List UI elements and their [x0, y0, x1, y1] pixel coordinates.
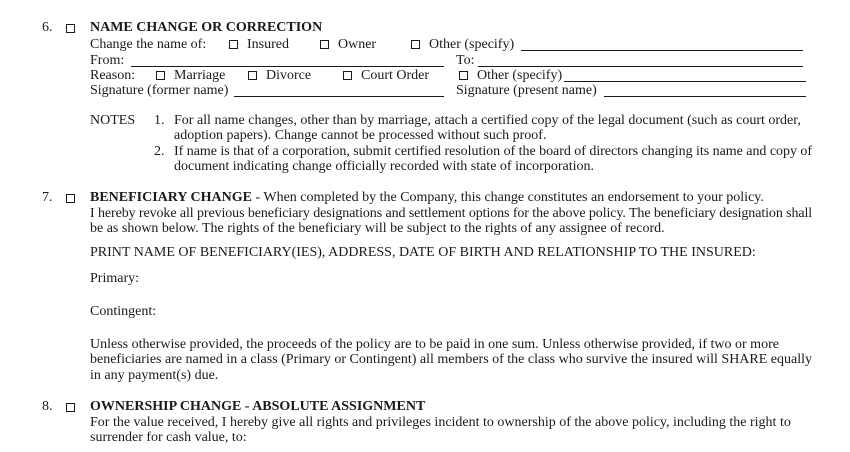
ownership-change-checkbox[interactable]: [66, 403, 75, 412]
contingent-label: Contingent:: [90, 304, 157, 319]
to-line[interactable]: [478, 66, 803, 67]
section-8-title: OWNERSHIP CHANGE - ABSOLUTE ASSIGNMENT: [90, 399, 426, 414]
section-8-number: 8.: [42, 399, 53, 414]
signature-former-label: Signature (former name): [90, 83, 229, 98]
proceeds-paragraph-line-2: beneficiaries are named in a class (Primary or Contingent) all members of the class who survive the insured will SHARE equally: [90, 352, 812, 367]
reason-other-checkbox[interactable]: [459, 71, 468, 80]
signature-present-label: Signature (present name): [456, 83, 597, 98]
other-specify-label: Other (specify): [429, 37, 515, 52]
ownership-paragraph-line-2: surrender for cash value, to:: [90, 430, 247, 445]
note-2-line-1: If name is that of a corporation, submit certified resolution of the board of directors changing its name and copy of: [174, 144, 813, 159]
reason-label: Reason:: [90, 68, 136, 83]
section-7-number: 7.: [42, 190, 53, 205]
owner-checkbox[interactable]: [320, 40, 329, 49]
reason-other-label: Other (specify): [477, 68, 563, 83]
signature-former-line[interactable]: [234, 96, 444, 97]
section-7-title: BENEFICIARY CHANGE: [90, 190, 252, 205]
note-1-number: 1.: [154, 113, 165, 128]
beneficiary-change-checkbox[interactable]: [66, 194, 75, 203]
marriage-checkbox[interactable]: [156, 71, 165, 80]
ownership-paragraph-line-1: For the value received, I hereby give all rights and privileges incident to ownership of the above policy, including the right to: [90, 415, 791, 430]
divorce-checkbox[interactable]: [248, 71, 257, 80]
other-specify-checkbox[interactable]: [411, 40, 420, 49]
proceeds-paragraph-line-1: Unless otherwise provided, the proceeds of the policy are to be paid in one sum. Unless otherwise provided, if two or more: [90, 337, 779, 352]
beneficiary-paragraph-line-1: I hereby revoke all previous beneficiary designations and settlement options for the above policy. The beneficiary designation shall: [90, 206, 813, 221]
court-order-checkbox[interactable]: [343, 71, 352, 80]
section-7-title-description: - When completed by the Company, this change constitutes an endorsement to your policy.: [251, 190, 764, 205]
note-2-number: 2.: [154, 144, 165, 159]
from-line[interactable]: [131, 66, 444, 67]
notes-label: NOTES: [90, 113, 136, 128]
section-7-heading: [90, 190, 764, 206]
primary-label: Primary:: [90, 271, 139, 286]
insured-checkbox[interactable]: [229, 40, 238, 49]
divorce-label: Divorce: [266, 68, 312, 83]
beneficiary-paragraph-line-2: be as shown below. The rights of the beneficiary will be subject to the rights of any assignee of record.: [90, 221, 665, 236]
marriage-label: Marriage: [174, 68, 226, 83]
other-specify-line[interactable]: [521, 50, 803, 51]
section-6-title: NAME CHANGE OR CORRECTION: [90, 20, 323, 35]
change-name-of-label: Change the name of:: [90, 37, 207, 52]
insured-label: Insured: [247, 37, 289, 52]
reason-other-line[interactable]: [564, 81, 806, 82]
proceeds-paragraph-line-3: in any payment(s) due.: [90, 368, 219, 383]
note-2-line-2: document indicating change officially recorded with state of incorporation.: [174, 159, 594, 174]
name-change-checkbox[interactable]: [66, 24, 75, 33]
owner-label: Owner: [338, 37, 377, 52]
note-1-line-2: adoption papers). Change cannot be processed without such proof.: [174, 128, 547, 143]
from-label: From:: [90, 53, 125, 68]
to-label: To:: [456, 53, 475, 68]
court-order-label: Court Order: [361, 68, 430, 83]
print-beneficiary-label: PRINT NAME OF BENEFICIARY(IES), ADDRESS, DATE OF BIRTH AND RELATIONSHIP TO THE INSURED:: [90, 245, 756, 260]
signature-present-line[interactable]: [604, 96, 806, 97]
section-6-number: 6.: [42, 20, 53, 35]
note-1-line-1: For all name changes, other than by marriage, attach a certified copy of the legal document (such as court order,: [174, 113, 801, 128]
